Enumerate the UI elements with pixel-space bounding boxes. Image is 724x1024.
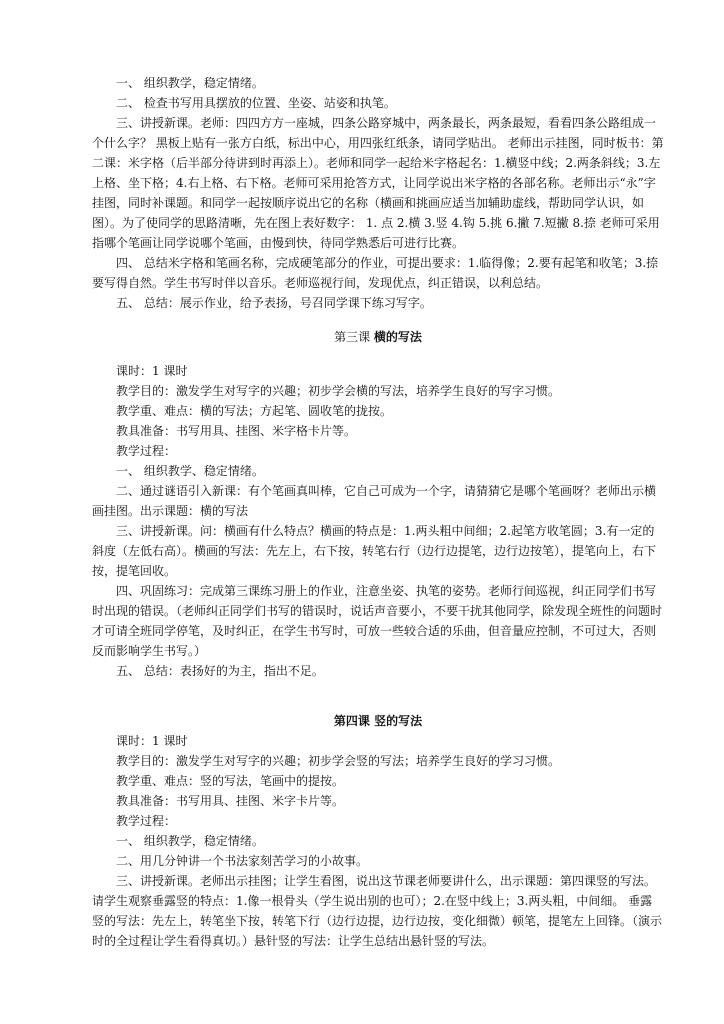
lesson3-hours: 课时：1 课时 — [116, 364, 188, 378]
lesson4-hours: 课时：1 课时 — [116, 734, 188, 748]
lesson4-title-bold: 第四课 竖的写法 — [333, 714, 423, 728]
paragraph: 一、 组织教学、稳定情绪。 — [116, 464, 264, 478]
lesson3-key-points: 教学重、难点：横的写法；方起笔、圆收笔的拢按。 — [116, 404, 393, 418]
document-page — [92, 73, 664, 951]
paragraph: 五、 总结：表扬好的为主，指出不足。 — [116, 664, 324, 678]
lesson3-objective: 教学目的：激发学生对写字的兴趣；初步学会横的写法，培养学生良好的写字习惯。 — [116, 384, 561, 398]
paragraph: 三、讲授新课。老师出示挂图；让学生看图，说出这节课老师要讲什么，出示课题：第四课竖的写法。 请学生观察垂露竖的特点：1.像一根骨头（学生说出别的也可）；2.在竖中线上；3.两头粗，中间细。 垂露竖的写法：先左上，转笔坐下按，转笔下行（边行边提，边行边按，变化细微）顿笔，提笔左上回锋。（演示时的全过程让学生看得真切。）悬针竖的写法：让学生总结出悬针竖的写法。 — [92, 874, 663, 948]
paragraph: 三、讲授新课。老师：四四方方一座城，四条公路穿城中，两条最长，两条最短，看看四条公路组成一个什么字？ 黑板上贴有一张方白纸，标出中心，用四张红纸条，请同学贴出。 老师出示挂图，同时板书：第二课：米字格（后半部分待讲到时再添上）。老师和同学一起给米字格起名：1.横竖中线；2.两条斜线；3.左上格、坐下格；4.右上格、右下格。老师可采用抢答方式，让同学说出米字格的各部名称。老师出示“永”字挂图，同时补课题。和同学一起按顺序说出它的名称（横画和挑画应适当加辅助虚线，帮助同学认识，如图）。为了使同学的思路清晰，先在图上表好数字： 1. 点 2.横 3.竖 4.钩 5.挑 6.撇 7.短撇 8.捺 老师可采用指哪个笔画让同学说哪个笔画，由慢到快，待同学熟悉后可进行比赛。 — [92, 116, 664, 250]
paragraph: 二、通过谜语引入新课：有个笔画真叫棒，它自己可成为一个字，请猜猜它是哪个笔画呀？老师出示横画挂图。出示课题：横的写法 — [92, 484, 657, 518]
paragraph: 二、 检查书写用具摆放的位置、坐姿、站姿和执笔。 — [116, 96, 396, 110]
lesson4-process: 教学过程： — [116, 814, 177, 828]
paragraph: 五、 总结：展示作业，给予表扬，号召同学课下练习写字。 — [116, 296, 432, 310]
lesson3-title-bold: 横的写法 — [373, 330, 422, 344]
lesson4-title — [92, 711, 664, 731]
lesson4-key-points: 教学重、难点：竖的写法，笔画中的提按。 — [116, 774, 345, 788]
paragraph: 二、用几分钟讲一个书法家刻苦学习的小故事。 — [116, 854, 369, 868]
paragraph: 四、巩固练习：完成第三课练习册上的作业，注意坐姿、执笔的姿势。老师行间巡视，纠正同学们书写时出现的错误。（老师纠正同学们书写的错误时，说话声音要小，不要干扰其他同学，除发现全班性的问题时才可请全班同学停笔，及时纠正，在学生书写时，可放一些较合适的乐曲，但音量应控制，不可过大，否则反而影响学生书写。） — [92, 584, 663, 658]
paragraph: 一、 组织教学，稳定情绪。 — [116, 834, 264, 848]
lesson3-title-prefix: 第三课 — [334, 330, 374, 344]
paragraph: 四、 总结米字格和笔画名称，完成硬笔部分的作业，可提出要求：1.临得像；2.要有起笔和收笔；3.捺要写得自然。学生书写时伴以音乐。老师巡视行间，发现优点，纠正错误，以利总结。 — [92, 256, 659, 290]
lesson4-materials: 教具准备：书写用具、挂图、米字卡片等。 — [116, 794, 345, 808]
paragraph: 三、讲授新课。问：横画有什么特点？横画的特点是：1.两头粗中间细；2.起笔方收笔圆；3.有一定的斜度（左低右高）。横画的写法：先左上，右下按，转笔右行（边行边提笔，边行边按笔），提笔向上，右下按，提笔回收。 — [92, 524, 657, 578]
lesson3-materials: 教具准备：书写用具、挂图、米字格卡片等。 — [116, 424, 357, 438]
lesson4-objective: 教学目的：激发学生对写字的兴趣；初步学会竖的写法；培养学生良好的学习习惯。 — [116, 754, 561, 768]
lesson3-title — [92, 327, 664, 347]
lesson3-process: 教学过程： — [116, 444, 177, 458]
paragraph: 一、 组织教学，稳定情绪。 — [116, 76, 264, 90]
